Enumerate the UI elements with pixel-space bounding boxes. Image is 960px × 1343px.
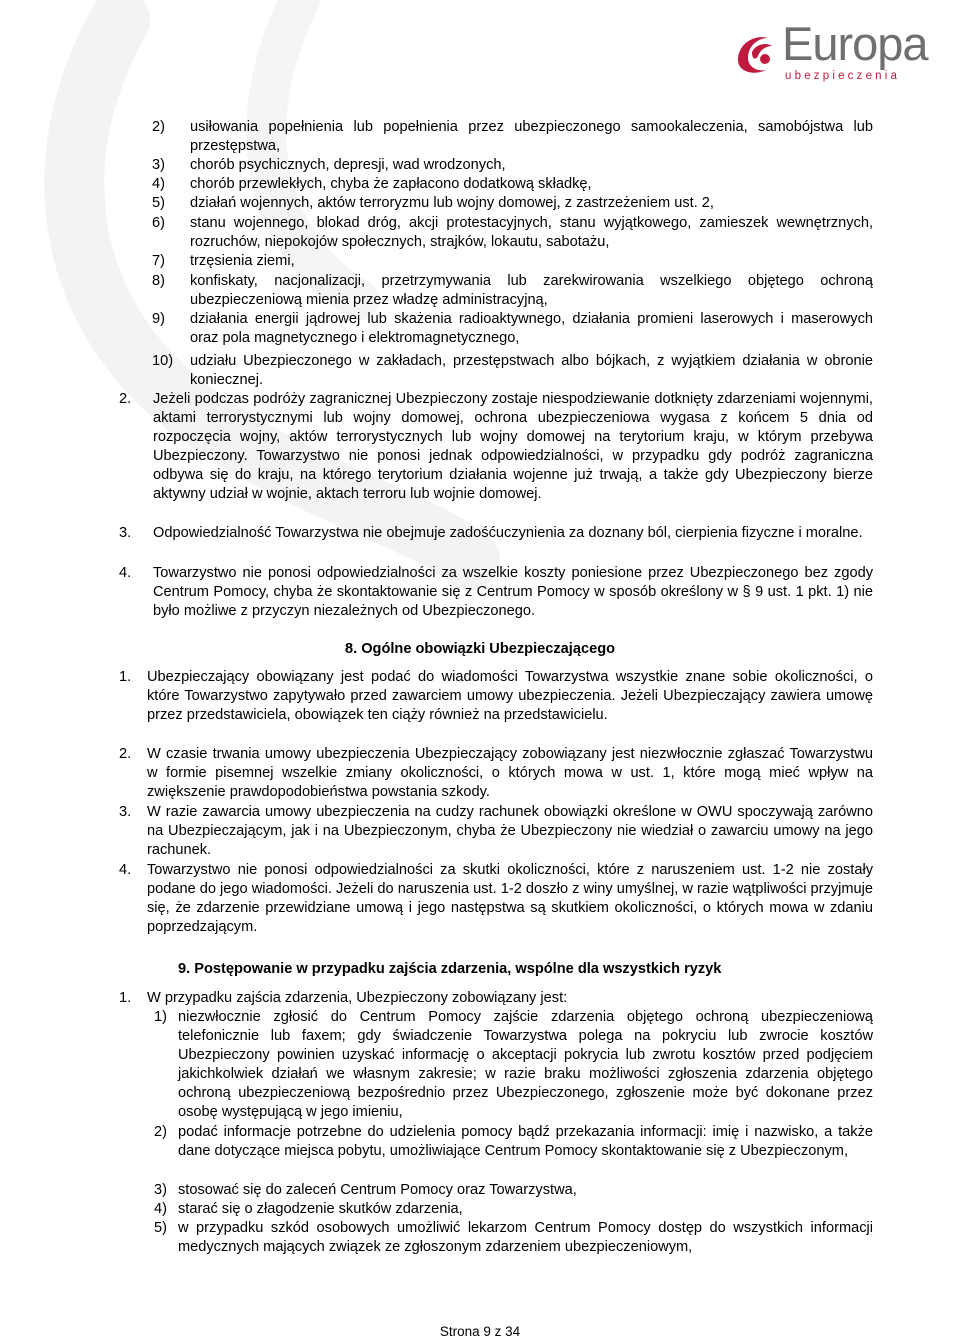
paragraph-text: Jeżeli podczas podróży zagranicznej Ubezpieczony zostaje niespodziewanie dotknięty zdarzeniami wojennymi, aktami terrorystycznymi lub wojny domowej, ochrona ubezpieczeniowa wygasa z końcem 5 dnia od rozpoczęcia wojny, aktów terrorystycznych lub wojny domowej na terytorium kraju, w którym przebywa Ubezpieczony. Towarzystwo nie ponosi jednak odpowiedzialności, w przypadku gdy podróż zagraniczna odbywa się do kraju, na którego terytorium działania wojenne już trwają, a także gdy Ubezpieczony bierze aktywny udział w wojnie, aktach terroru lub wojnie domowej. [153,391,873,502]
list-item-text: stosować się do zaleceń Centrum Pomocy oraz Towarzystwa, [178,1182,577,1198]
paragraph-text: W czasie trwania umowy ubezpieczenia Ubezpieczający zobowiązany jest niezwłocznie zgłaszać Towarzystwu w formie pisemnej wszelkie zmiany okoliczności, o których mowa w ust. 1, które mogą mieć wpływ na zwiększenie prawdopodobieństwa powstania szkody. [147,746,873,800]
list-item-number: 7) [152,253,165,269]
page-number: Strona 9 z 34 [439,1324,521,1339]
list-item-text: niezwłocznie zgłosić do Centrum Pomocy zajście zdarzenia objętego ochroną ubezpieczeniową telefonicznie lub faxem; gdy świadczenie Towarzystwa polega na pokryciu lub zwrocie kosztów Ubezpieczony powinien uzyskać informację o akceptacji pokrycia lub zwrotu kosztów przed podjęciem jakichkolwiek działań we własnym zakresie; w razie braku możliwości zgłoszenia zdarzenia objętego ochroną ubezpieczeniową bezpośrednio przez Ubezpieczonego, zgłoszenie może być dokonane przez osobę występującą w jego imieniu, [178,1009,873,1120]
paragraph-text: W przypadku zajścia zdarzenia, Ubezpieczony zobowiązany jest: [147,990,568,1006]
list-item-number: 2) [152,119,165,135]
paragraph-number: 4. [119,565,132,581]
list-item-number: 1) [154,1009,167,1025]
paragraph-number: 4. [119,862,132,878]
paragraph-text: Ubezpieczający obowiązany jest podać do wiadomości Towarzystwa wszystkie znane sobie okoliczności, o które Towarzystwo zapytywało przed zawarciem umowy ubezpieczenia. Jeżeli Ubezpieczający zawiera umowę przez przedstawiciela, obowiązek ten ciąży również na przedstawicielu. [147,669,873,723]
paragraph-text: W razie zawarcia umowy ubezpieczenia na cudzy rachunek obowiązki określone w OWU spoczywają zarówno na Ubezpieczającym, jak i na Ubezpieczonym, chyba że Ubezpieczony nie wiedział o zawarciu umowy na jego rachunek. [147,804,873,858]
list-item-text: konfiskaty, nacjonalizacji, przetrzymywania lub zarekwirowania wszelkiego objętego ochroną ubezpieczeniową mienia przez władzę administracyjną, [190,273,873,308]
list-item-number: 10) [152,353,174,369]
paragraph-number: 3. [119,525,132,541]
list-item-number: 3) [152,157,165,173]
paragraph-number: 3. [119,804,132,820]
europa-logo-mark-icon [732,30,778,76]
europa-logo [732,17,942,84]
list-item-text: chorób psychicznych, depresji, wad wrodzonych, [190,157,506,173]
list-item-text: działania energii jądrowej lub skażenia radioaktywnego, działania promieni laserowych i maserowych oraz pola magnetycznego i elektromagnetycznego, [190,311,873,346]
list-item-number: 4) [154,1201,167,1217]
paragraph-text: Towarzystwo nie ponosi odpowiedzialności za wszelkie koszty poniesione przez Ubezpieczonego bez zgody Centrum Pomocy, chyba że skontaktowanie się z Centrum Pomocy w sposób określony w § 9 ust. 1 pkt. 1) nie było możliwe z przyczyn niezależnych od Ubezpieczonego. [153,565,873,619]
paragraph-number: 1. [119,669,132,685]
list-item-text: podać informacje potrzebne do udzielenia pomocy bądź przekazania informacji: imię i nazwisko, a także dane dotyczące miejsca pobytu, umożliwiające Centrum Pomocy skontaktowanie się z Ubezpieczonym, [178,1124,873,1159]
logo-wordmark: Europa [782,17,928,70]
list-item-text: w przypadku szkód osobowych umożliwić lekarzom Centrum Pomocy dostęp do wszystkich informacji medycznych mających związek ze zgłoszonym zdarzeniem ubezpieczeniowym, [178,1220,873,1255]
section-heading: 9. Postępowanie w przypadku zajścia zdarzenia, wspólne dla wszystkich ryzyk [178,961,722,977]
list-item-number: 5) [154,1220,167,1236]
list-item-number: 5) [152,195,165,211]
list-item-text: działań wojennych, aktów terroryzmu lub wojny domowej, z zastrzeżeniem ust. 2, [190,195,714,211]
section-heading: 8. Ogólne obowiązki Ubezpieczającego [344,641,616,657]
list-item-number: 6) [152,215,165,231]
list-item-number: 9) [152,311,165,327]
list-item-number: 2) [154,1124,167,1140]
list-item-text: starać się o złagodzenie skutków zdarzenia, [178,1201,463,1217]
list-item-text: stanu wojennego, blokad dróg, akcji protestacyjnych, stanu wyjątkowego, zamieszek wewnętrznych, rozruchów, niepokojów społecznych, strajków, lokautu, sabotażu, [190,215,873,250]
list-item-number: 4) [152,176,165,192]
list-item-number: 3) [154,1182,167,1198]
paragraph-number: 2. [119,746,132,762]
paragraph-number: 1. [119,990,132,1006]
logo-subtitle: ubezpieczenia [785,70,901,82]
list-item-number: 8) [152,273,165,289]
list-item-text: usiłowania popełnienia lub popełnienia przez ubezpieczonego samookaleczenia, samobójstwa lub przestępstwa, [190,119,873,154]
paragraph-text: Towarzystwo nie ponosi odpowiedzialności za skutki okoliczności, które z naruszeniem ust. 1-2 nie zostały podane do jego wiadomości. Jeżeli do naruszenia ust. 1-2 doszło z winy umyślnej, w razie wątpliwości przyjmuje się, że zdarzenie przewidziane umową i jego następstwa są skutkiem okoliczności, o których mowa w zdaniu poprzedzającym. [147,862,873,935]
list-item-text: udziału Ubezpieczonego w zakładach, przestępstwach albo bójkach, z wyjątkiem działania w obronie koniecznej. [190,353,873,388]
paragraph-text: Odpowiedzialność Towarzystwa nie obejmuje zadośćuczynienia za doznany ból, cierpienia fizyczne i moralne. [153,525,863,541]
list-item-text: trzęsienia ziemi, [190,253,295,269]
paragraph-number: 2. [119,391,132,407]
list-item-text: chorób przewlekłych, chyba że zapłacono dodatkową składkę, [190,176,592,192]
